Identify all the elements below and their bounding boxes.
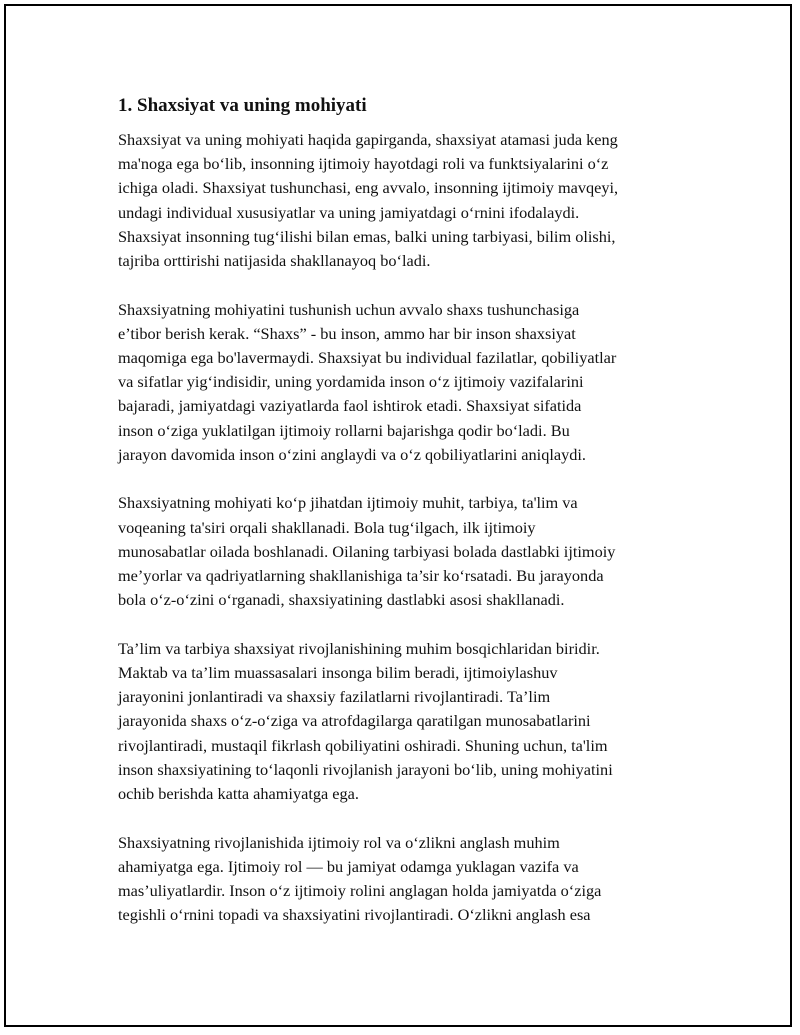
text-line: bajaradi, jamiyatdagi vaziyatlarda faol ishtirok etadi. Shaxsiyat sifatida xyxy=(118,396,582,416)
text-line: Shaxsiyat va uning mohiyati haqida gapirganda, shaxsiyat atamasi juda keng xyxy=(118,130,618,149)
text-line: Shaxsiyat insonning tugʻilishi bilan emas, balki uning tarbiyasi, bilim olishi, xyxy=(118,226,616,246)
text-line: ma'noga ega boʻlib, insonning ijtimoiy hayotdagi roli va funktsiyalarini oʻz xyxy=(118,154,609,174)
text-line: ochib berishda katta ahamiyatga ega. xyxy=(118,784,359,804)
text-line: Shaxsiyatning mohiyatini tushunish uchun avvalo shaxs tushunchasiga xyxy=(118,299,580,319)
text-line: mas’uliyatlardir. Inson oʻz ijtimoiy rolini anglagan holda jamiyatda oʻziga xyxy=(118,881,602,901)
paragraph-3 xyxy=(118,491,688,612)
text-line: undagi individual xususiyatlar va uning jamiyatdagi oʻrnini ifodalaydi. xyxy=(118,202,580,222)
text-line: bola oʻz-oʻzini oʻrganadi, shaxsiyatining dastlabki asosi shakllanadi. xyxy=(118,590,565,610)
text-line: me’yorlar va qadriyatlarning shakllanishiga ta’sir koʻrsatadi. Bu jarayonda xyxy=(118,566,604,586)
paragraph-5 xyxy=(118,831,688,928)
text-line: va sifatlar yigʻindisidir, uning yordamida inson oʻz ijtimoiy vazifalarini xyxy=(118,372,584,392)
section-heading: 1. Shaxsiyat va uning mohiyati xyxy=(118,95,367,116)
text-line: ichiga oladi. Shaxsiyat tushunchasi, eng avvalo, insonning ijtimoiy mavqeyi, xyxy=(118,178,619,198)
text-line: voqeaning ta'siri orqali shakllanadi. Bola tugʻilgach, ilk ijtimoiy xyxy=(118,517,536,537)
text-line: inson oʻziga yuklatilgan ijtimoiy rollarni bajarishga qodir boʻladi. Bu xyxy=(118,420,570,440)
text-line: maqomiga ega bo'lavermaydi. Shaxsiyat bu individual fazilatlar, qobiliyatlar xyxy=(118,348,617,368)
paragraph-4 xyxy=(118,637,688,806)
text-line: jarayon davomida inson oʻzini anglaydi va oʻz qobiliyatlarini aniqlaydi. xyxy=(118,444,586,464)
text-line: inson shaxsiyatining toʻlaqonli rivojlanish jarayoni boʻlib, uning mohiyatini xyxy=(118,759,613,779)
paragraph-2 xyxy=(118,298,688,467)
document-body xyxy=(118,92,688,952)
text-line: rivojlantiradi, mustaqil fikrlash qobiliyatini oshiradi. Shuning uchun, ta'lim xyxy=(118,735,608,755)
text-line: munosabatlar oilada boshlanadi. Oilaning tarbiyasi bolada dastlabki ijtimoiy xyxy=(118,541,616,561)
paragraph-1 xyxy=(118,128,688,273)
text-line: jarayonida shaxs oʻz-oʻziga va atrofdagilarga qaratilgan munosabatlarini xyxy=(118,711,591,731)
text-line: Maktab va ta’lim muassasalari insonga bilim beradi, ijtimoiylashuv xyxy=(118,663,558,683)
text-line: Shaxsiyatning rivojlanishida ijtimoiy rol va oʻzlikni anglash muhim xyxy=(118,832,560,852)
text-line: e’tibor berish kerak. “Shaxs” - bu inson, ammo har bir inson shaxsiyat xyxy=(118,323,576,343)
text-line: Ta’lim va tarbiya shaxsiyat rivojlanishining muhim bosqichlaridan biridir. xyxy=(118,638,600,658)
text-line: jarayonini jonlantiradi va shaxsiy fazilatlarni rivojlantiradi. Ta’lim xyxy=(118,687,551,707)
text-line: tegishli oʻrnini topadi va shaxsiyatini rivojlantiradi. Oʻzlikni anglash esa xyxy=(118,905,591,925)
text-line: tajriba orttirishi natijasida shakllanayoq boʻladi. xyxy=(118,251,431,271)
text-line: ahamiyatga ega. Ijtimoiy rol — bu jamiyat odamga yuklagan vazifa va xyxy=(118,856,579,876)
text-line: Shaxsiyatning mohiyati koʻp jihatdan ijtimoiy muhit, tarbiya, ta'lim va xyxy=(118,493,578,513)
